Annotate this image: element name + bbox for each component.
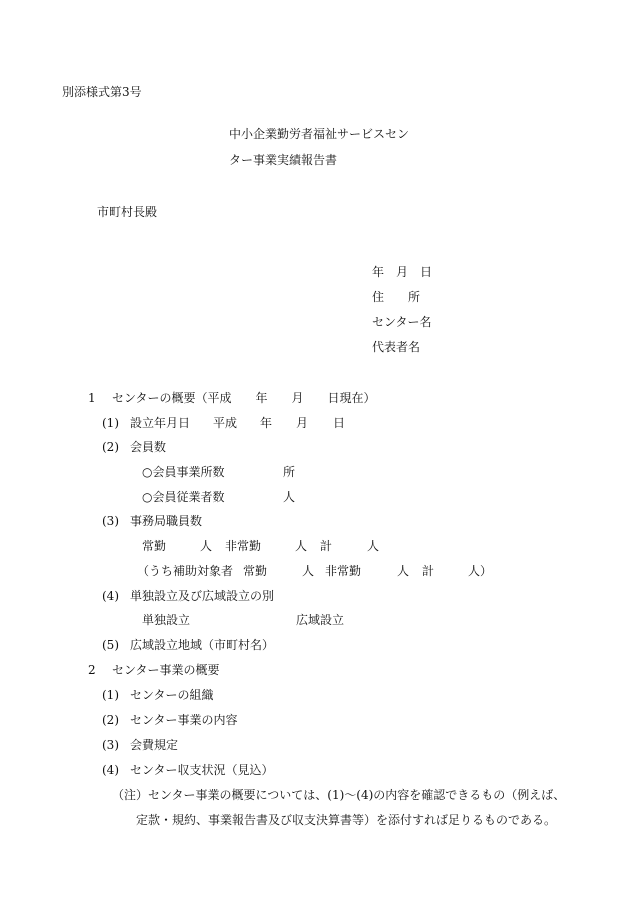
section2-number: 2 xyxy=(88,663,96,677)
month-unit: 月 xyxy=(296,416,309,430)
subsidized-total: 計 xyxy=(422,564,435,578)
title-line2: ター事業実績報告書 xyxy=(229,153,338,167)
subsidized-prefix: （うち補助対象者 xyxy=(137,564,234,578)
staff-unit: 人 xyxy=(295,539,308,553)
note-line1: センター事業の概要については、(1)～(4)の内容を確認できるもの（例えば、 xyxy=(148,788,566,802)
item-number: (3) xyxy=(102,514,119,528)
item-label: 会員数 xyxy=(130,440,167,454)
item-number: (5) xyxy=(102,638,119,652)
item-label: センター収支状況（見込） xyxy=(130,763,274,777)
item-label: 設立年月日 xyxy=(130,416,191,430)
member-employees-label: ○会員従業者数 xyxy=(142,490,225,504)
item-number: (1) xyxy=(102,688,119,702)
member-employees-unit: 人 xyxy=(283,490,296,504)
subsidized-full: 常勤 xyxy=(243,564,268,578)
option-wide-area: 広域設立 xyxy=(296,613,345,627)
item-label: 事務局職員数 xyxy=(130,514,203,528)
member-offices-label: ○会員事業所数 xyxy=(142,465,225,479)
section2-heading: センター事業の概要 xyxy=(112,663,220,677)
note-label: （注） xyxy=(112,788,149,802)
staff-unit: 人 xyxy=(200,539,213,553)
item-number: (4) xyxy=(102,589,119,603)
member-offices-unit: 所 xyxy=(283,465,296,479)
item-label: センターの組織 xyxy=(130,688,214,702)
item-number: (2) xyxy=(102,440,119,454)
staff-unit: 人） xyxy=(468,564,493,578)
staff-total: 計 xyxy=(320,539,333,553)
item-label: センター事業の内容 xyxy=(130,713,238,727)
item-label: 広域設立地域（市町村名） xyxy=(130,638,275,652)
note-line2: 定款・規約、事業報告書及び収支決算書等）を添付すれば足りるものである。 xyxy=(136,813,557,827)
item-label: 会費規定 xyxy=(130,738,179,752)
sender-center-name: センター名 xyxy=(372,315,432,329)
item-number: (2) xyxy=(102,713,119,727)
staff-unit: 人 xyxy=(397,564,410,578)
day-unit: 日 xyxy=(333,416,346,430)
sender-representative: 代表者名 xyxy=(372,340,421,354)
year-unit: 年 xyxy=(260,416,273,430)
form-number: 別添様式第3号 xyxy=(62,85,142,99)
sender-date: 年 月 日 xyxy=(372,265,433,279)
item-number: (1) xyxy=(102,416,119,430)
staff-part: 非常勤 xyxy=(225,539,262,553)
title-line1: 中小企業勤労者福祉サービスセン xyxy=(229,127,410,141)
staff-unit: 人 xyxy=(302,564,315,578)
addressee: 市町村長殿 xyxy=(97,205,158,219)
option-single: 単独設立 xyxy=(142,613,191,627)
staff-full: 常勤 xyxy=(142,539,167,553)
item-label: 単独設立及び広域設立の別 xyxy=(130,589,275,603)
sender-address: 住 所 xyxy=(372,290,421,304)
item-number: (4) xyxy=(102,763,119,777)
subsidized-part: 非常勤 xyxy=(325,564,362,578)
item-number: (3) xyxy=(102,738,119,752)
section1-number: 1 xyxy=(88,391,96,405)
section1-heading: センターの概要（平成 年 月 日現在） xyxy=(112,391,376,405)
era: 平成 xyxy=(213,416,238,430)
staff-unit: 人 xyxy=(367,539,380,553)
